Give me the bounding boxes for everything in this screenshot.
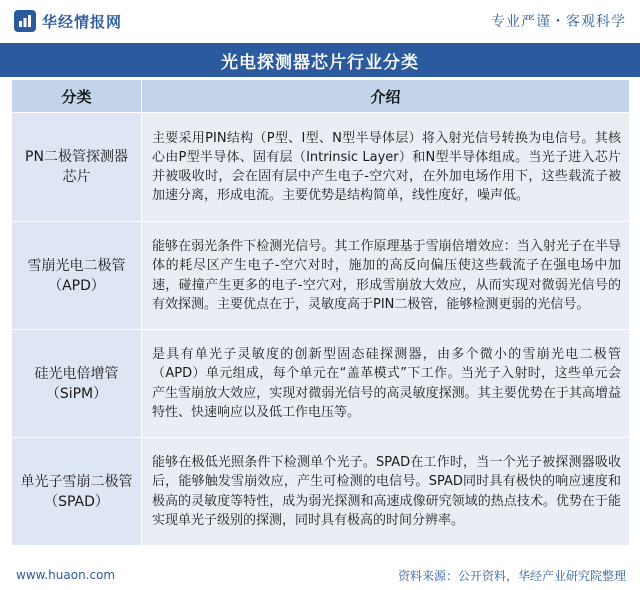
brand-name: 华经情报网: [42, 12, 123, 31]
row-description: 主要采用PIN结构（P型、I型、N型半导体层）将入射光信号转换为电信号。其核心由P型半导体、固有层（Intrinsic Layer）和N型半导体组成。当光子进入芯片并被吸收时，会在固有层中产生电子-空穴对，在外加电场作用下，这些载流子被加速分离，形成电流。主要优势是结构简单，线性度好，噪声低。: [142, 113, 630, 222]
table-row: [12, 113, 630, 222]
header-introduction: 介绍: [142, 80, 630, 113]
footer: [0, 560, 640, 590]
table-row: [12, 330, 630, 438]
page-title: 光电探测器芯片行业分类: [0, 43, 640, 77]
table-row: [12, 438, 630, 546]
row-description: 能够在极低光照条件下检测单个光子。SPAD在工作时，当一个光子被探测器吸收后，能够触发雪崩效应，产生可检测的电信号。SPAD同时具有极快的响应速度和极高的灵敏度等特性，成为弱光探测和高速成像研究领域的热点技术。优势在于能实现单光子级别的探测，同时具有极高的时间分辨率。: [142, 438, 630, 546]
table-row: [12, 222, 630, 330]
row-category: 单光子雪崩二极管（SPAD）: [12, 438, 142, 546]
top-bar: [0, 0, 640, 42]
row-category: 雪崩光电二极管（APD）: [12, 222, 142, 330]
brand: [14, 10, 122, 32]
row-category: 硅光电倍增管（SiPM）: [12, 330, 142, 438]
row-category: PN二极管探测器芯片: [12, 113, 142, 222]
table-header-row: [12, 80, 630, 113]
row-description: 是具有单光子灵敏度的创新型固态硅探测器，由多个微小的雪崩光电二极管（APD）单元组成，每个单元在“盖革模式”下工作。当光子入射时，这些单元会产生雪崩放大效应，实现对微弱光信号的高灵敏度探测。其主要优势在于其高增益特性、快速响应以及低工作电压等。: [142, 330, 630, 438]
source-note: 资料来源：公开资料，华经产业研究院整理: [397, 568, 626, 583]
slogan: 专业严谨・客观科学: [491, 14, 626, 30]
brand-logo-icon: [14, 10, 36, 32]
classification-table: [11, 79, 629, 546]
row-description: 能够在弱光条件下检测光信号。其工作原理基于雪崩倍增效应：当入射光子在半导体的耗尽区产生电子-空穴对时，施加的高反向偏压使这些载流子在强电场中加速，碰撞产生更多的电子-空穴对，形成雪崩放大效应，从而实现对微弱光信号的有效探测。主要优点在于，灵敏度高于PIN二极管，能够检测更弱的光信号。: [142, 222, 630, 330]
site-url: www.huaon.com: [16, 568, 116, 582]
header-category: 分类: [12, 80, 142, 113]
